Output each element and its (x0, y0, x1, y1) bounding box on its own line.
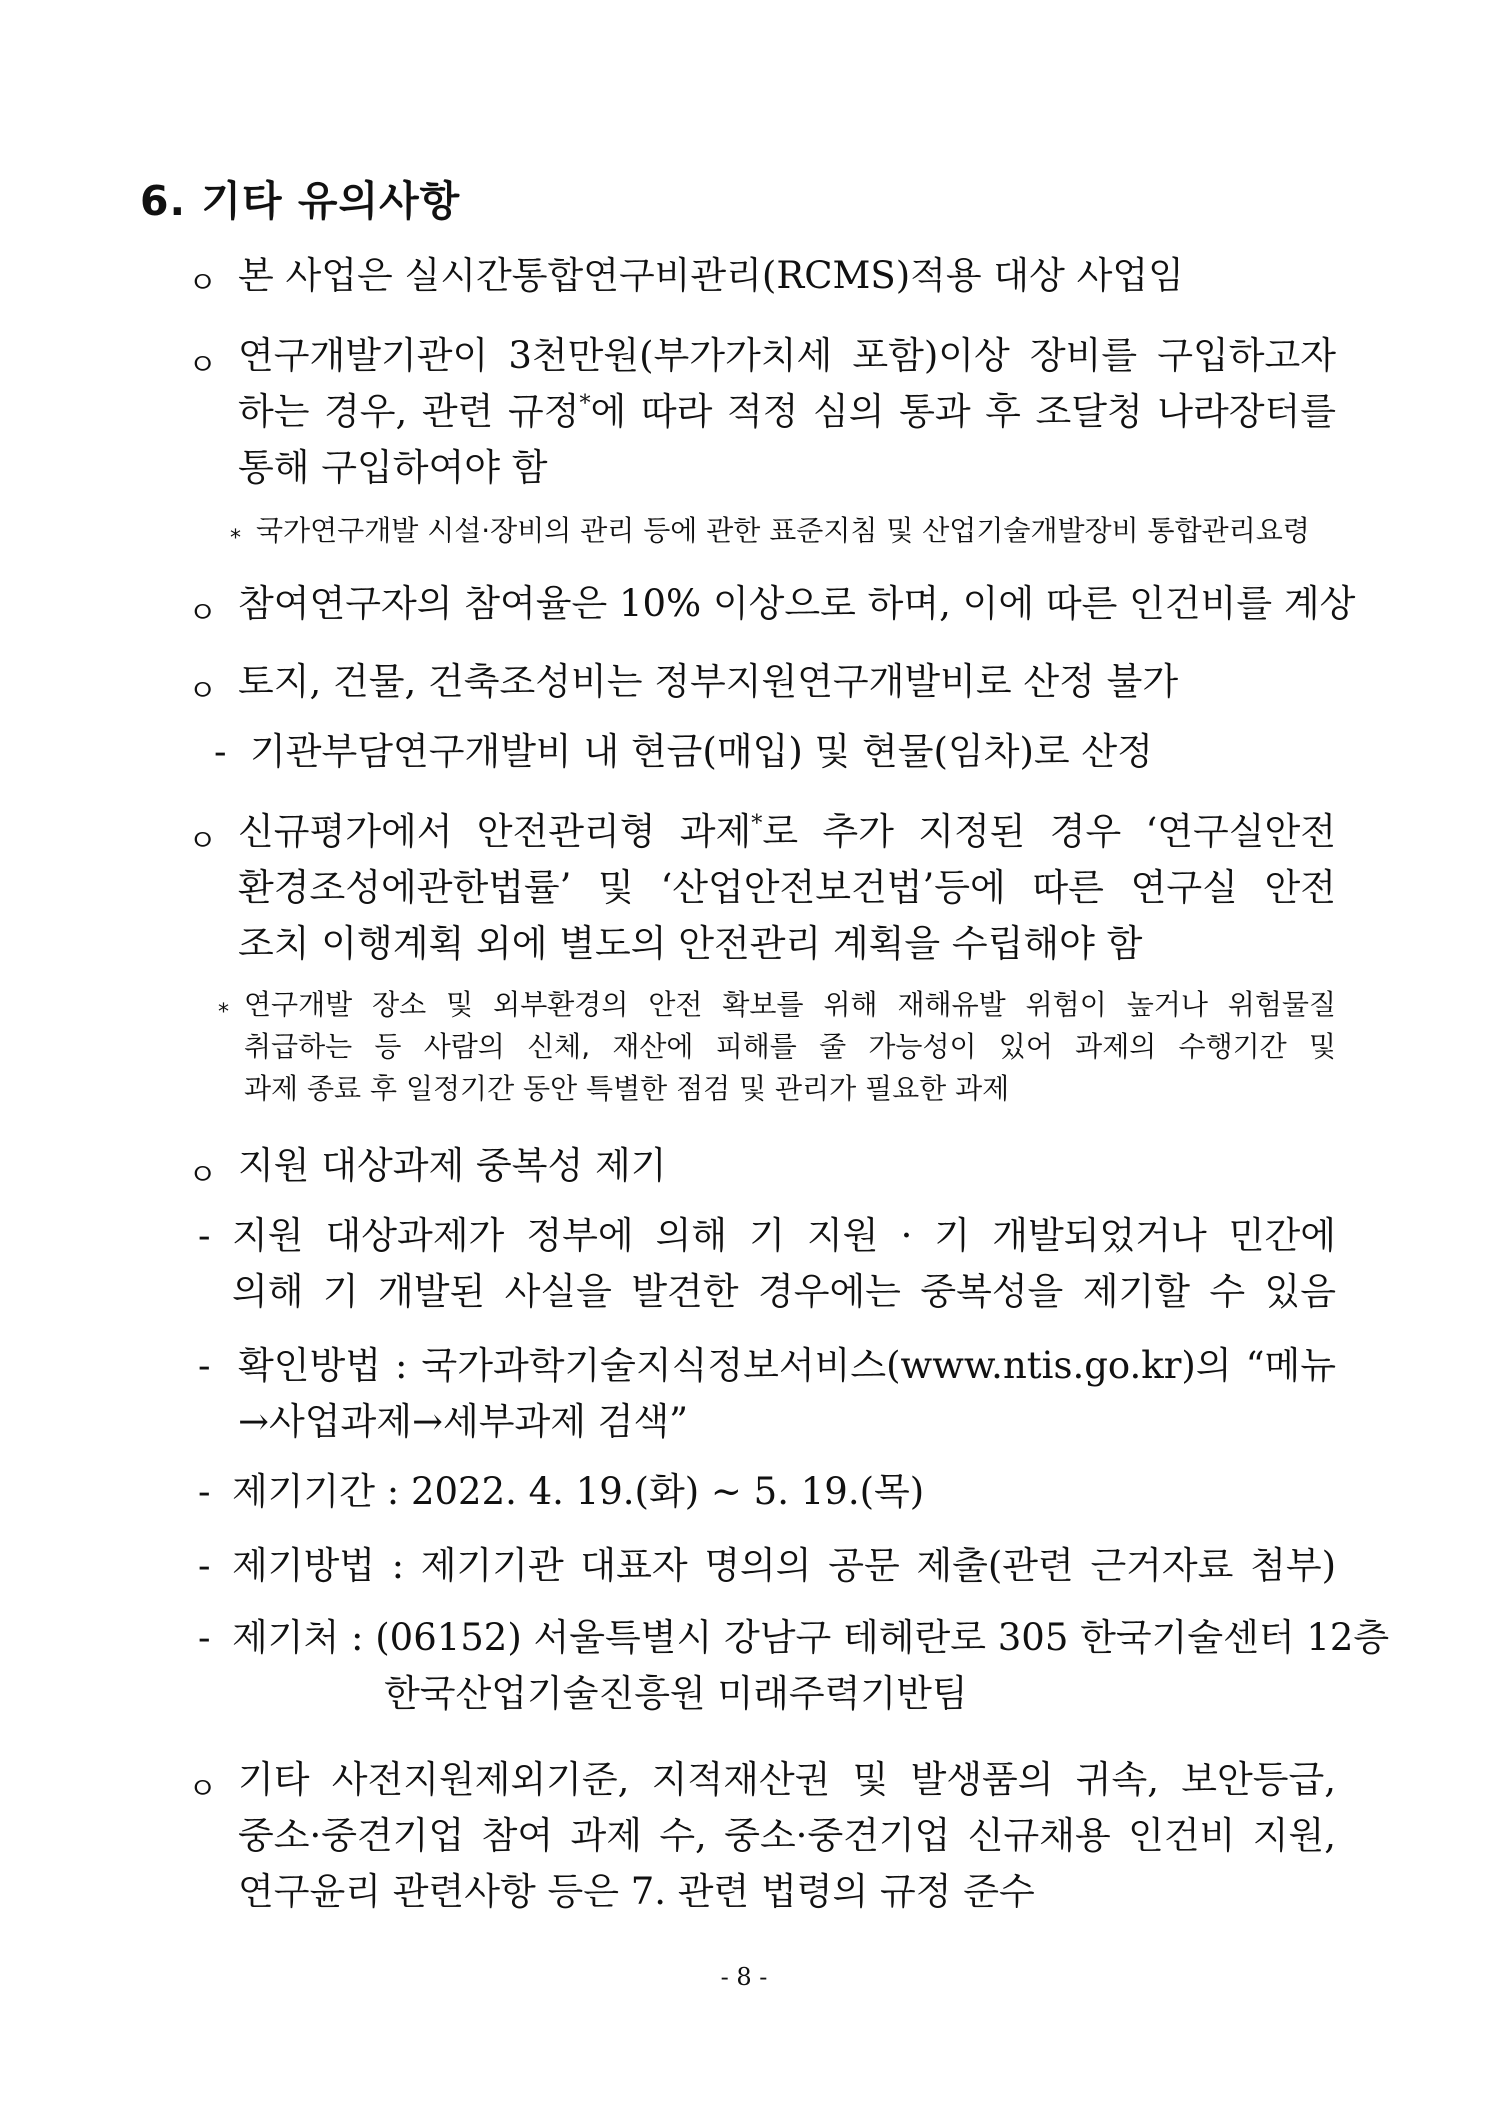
bullet-icon: ㅇ (188, 824, 217, 859)
item-equipment-line2: 하는 경우, 관련 규정*에 따라 적정 심의 통과 후 조달청 나라장터를 (238, 390, 1336, 433)
dash-icon: - (198, 1344, 211, 1387)
dash-icon: - (198, 1616, 211, 1659)
item-safety-note1: 연구개발 장소 및 외부환경의 안전 확보를 위해 재해유발 위험이 높거나 위험물질 (244, 988, 1336, 1021)
bullet-icon: ㅇ (188, 266, 217, 301)
item-rcms: 본 사업은 실시간통합연구비관리(RCMS)적용 대상 사업임 (238, 254, 1184, 297)
item-etc-line2: 중소·중견기업 참여 과제 수, 중소·중견기업 신규채용 인건비 지원, (238, 1814, 1336, 1857)
item-safety-note2: 취급하는 등 사람의 신체, 재산에 피해를 줄 가능성이 있어 과제의 수행기간 및 (244, 1030, 1336, 1063)
item-duplicate-d5-line1: 제기처 : (06152) 서울특별시 강남구 테헤란로 305 한국기술센터 12층 (232, 1616, 1390, 1659)
item-duplicate-d1-line1: 지원 대상과제가 정부에 의해 기 지원 · 기 개발되었거나 민간에 (232, 1214, 1336, 1257)
dash-icon: - (198, 1214, 211, 1257)
item-duplicate-d1-line2: 의해 기 개발된 사실을 발견한 경우에는 중복성을 제기할 수 있음 (232, 1270, 1336, 1313)
item-duplicate-d2-line1: 확인방법 : 국가과학기술지식정보서비스(www.ntis.go.kr)의 “메뉴 (238, 1344, 1336, 1387)
section-title: 6. 기타 유의사항 (140, 177, 461, 225)
bullet-icon: ㅇ (188, 596, 217, 631)
item-equipment-note: 국가연구개발 시설·장비의 관리 등에 관한 표준지침 및 산업기술개발장비 통합관리요령 (256, 514, 1310, 547)
item-equipment-line1: 연구개발기관이 3천만원(부가가치세 포함)이상 장비를 구입하고자 (238, 334, 1336, 377)
item-duplicate-d5-line2: 한국산업기술진흥원 미래주력기반팀 (384, 1672, 968, 1715)
item-land-line1: 토지, 건물, 건축조성비는 정부지원연구개발비로 산정 불가 (238, 660, 1179, 703)
page-number: - 8 - (720, 1963, 768, 1991)
note-asterisk: * (218, 1000, 229, 1025)
item-safety-line3: 조치 이행계획 외에 별도의 안전관리 계획을 수립해야 함 (238, 922, 1143, 965)
bullet-icon: ㅇ (188, 674, 217, 709)
item-equipment-line3: 통해 구입하여야 함 (238, 446, 548, 489)
dash-icon: - (198, 1470, 211, 1513)
item-duplicate-d3: 제기기간 : 2022. 4. 19.(화) ~ 5. 19.(목) (232, 1470, 925, 1513)
item-duplicate-d2-line2: →사업과제→세부과제 검색” (238, 1400, 689, 1443)
dash-icon: - (214, 730, 227, 773)
bullet-icon: ㅇ (188, 1772, 217, 1807)
item-safety-line1: 신규평가에서 안전관리형 과제*로 추가 지정된 경우 ‘연구실안전 (238, 810, 1336, 853)
item-safety-note3: 과제 종료 후 일정기간 동안 특별한 점검 및 관리가 필요한 과제 (244, 1072, 1010, 1105)
bullet-icon: ㅇ (188, 348, 217, 383)
bullet-icon: ㅇ (188, 1158, 217, 1193)
dash-icon: - (198, 1544, 211, 1587)
item-duplicate-title: 지원 대상과제 중복성 제기 (238, 1144, 667, 1187)
item-etc-line1: 기타 사전지원제외기준, 지적재산권 및 발생품의 귀속, 보안등급, (238, 1758, 1336, 1801)
item-duplicate-d4: 제기방법 : 제기기관 대표자 명의의 공문 제출(관련 근거자료 첨부) (232, 1544, 1336, 1587)
item-land-sub: 기관부담연구개발비 내 현금(매입) 및 현물(임차)로 산정 (250, 730, 1153, 773)
note-asterisk: * (230, 526, 241, 551)
item-etc-line3: 연구윤리 관련사항 등은 7. 관련 법령의 규정 준수 (238, 1870, 1035, 1913)
item-participation: 참여연구자의 참여율은 10% 이상으로 하며, 이에 따른 인건비를 계상 (238, 582, 1356, 625)
item-safety-line2: 환경조성에관한법률’ 및 ‘산업안전보건법’등에 따른 연구실 안전 (238, 866, 1336, 909)
